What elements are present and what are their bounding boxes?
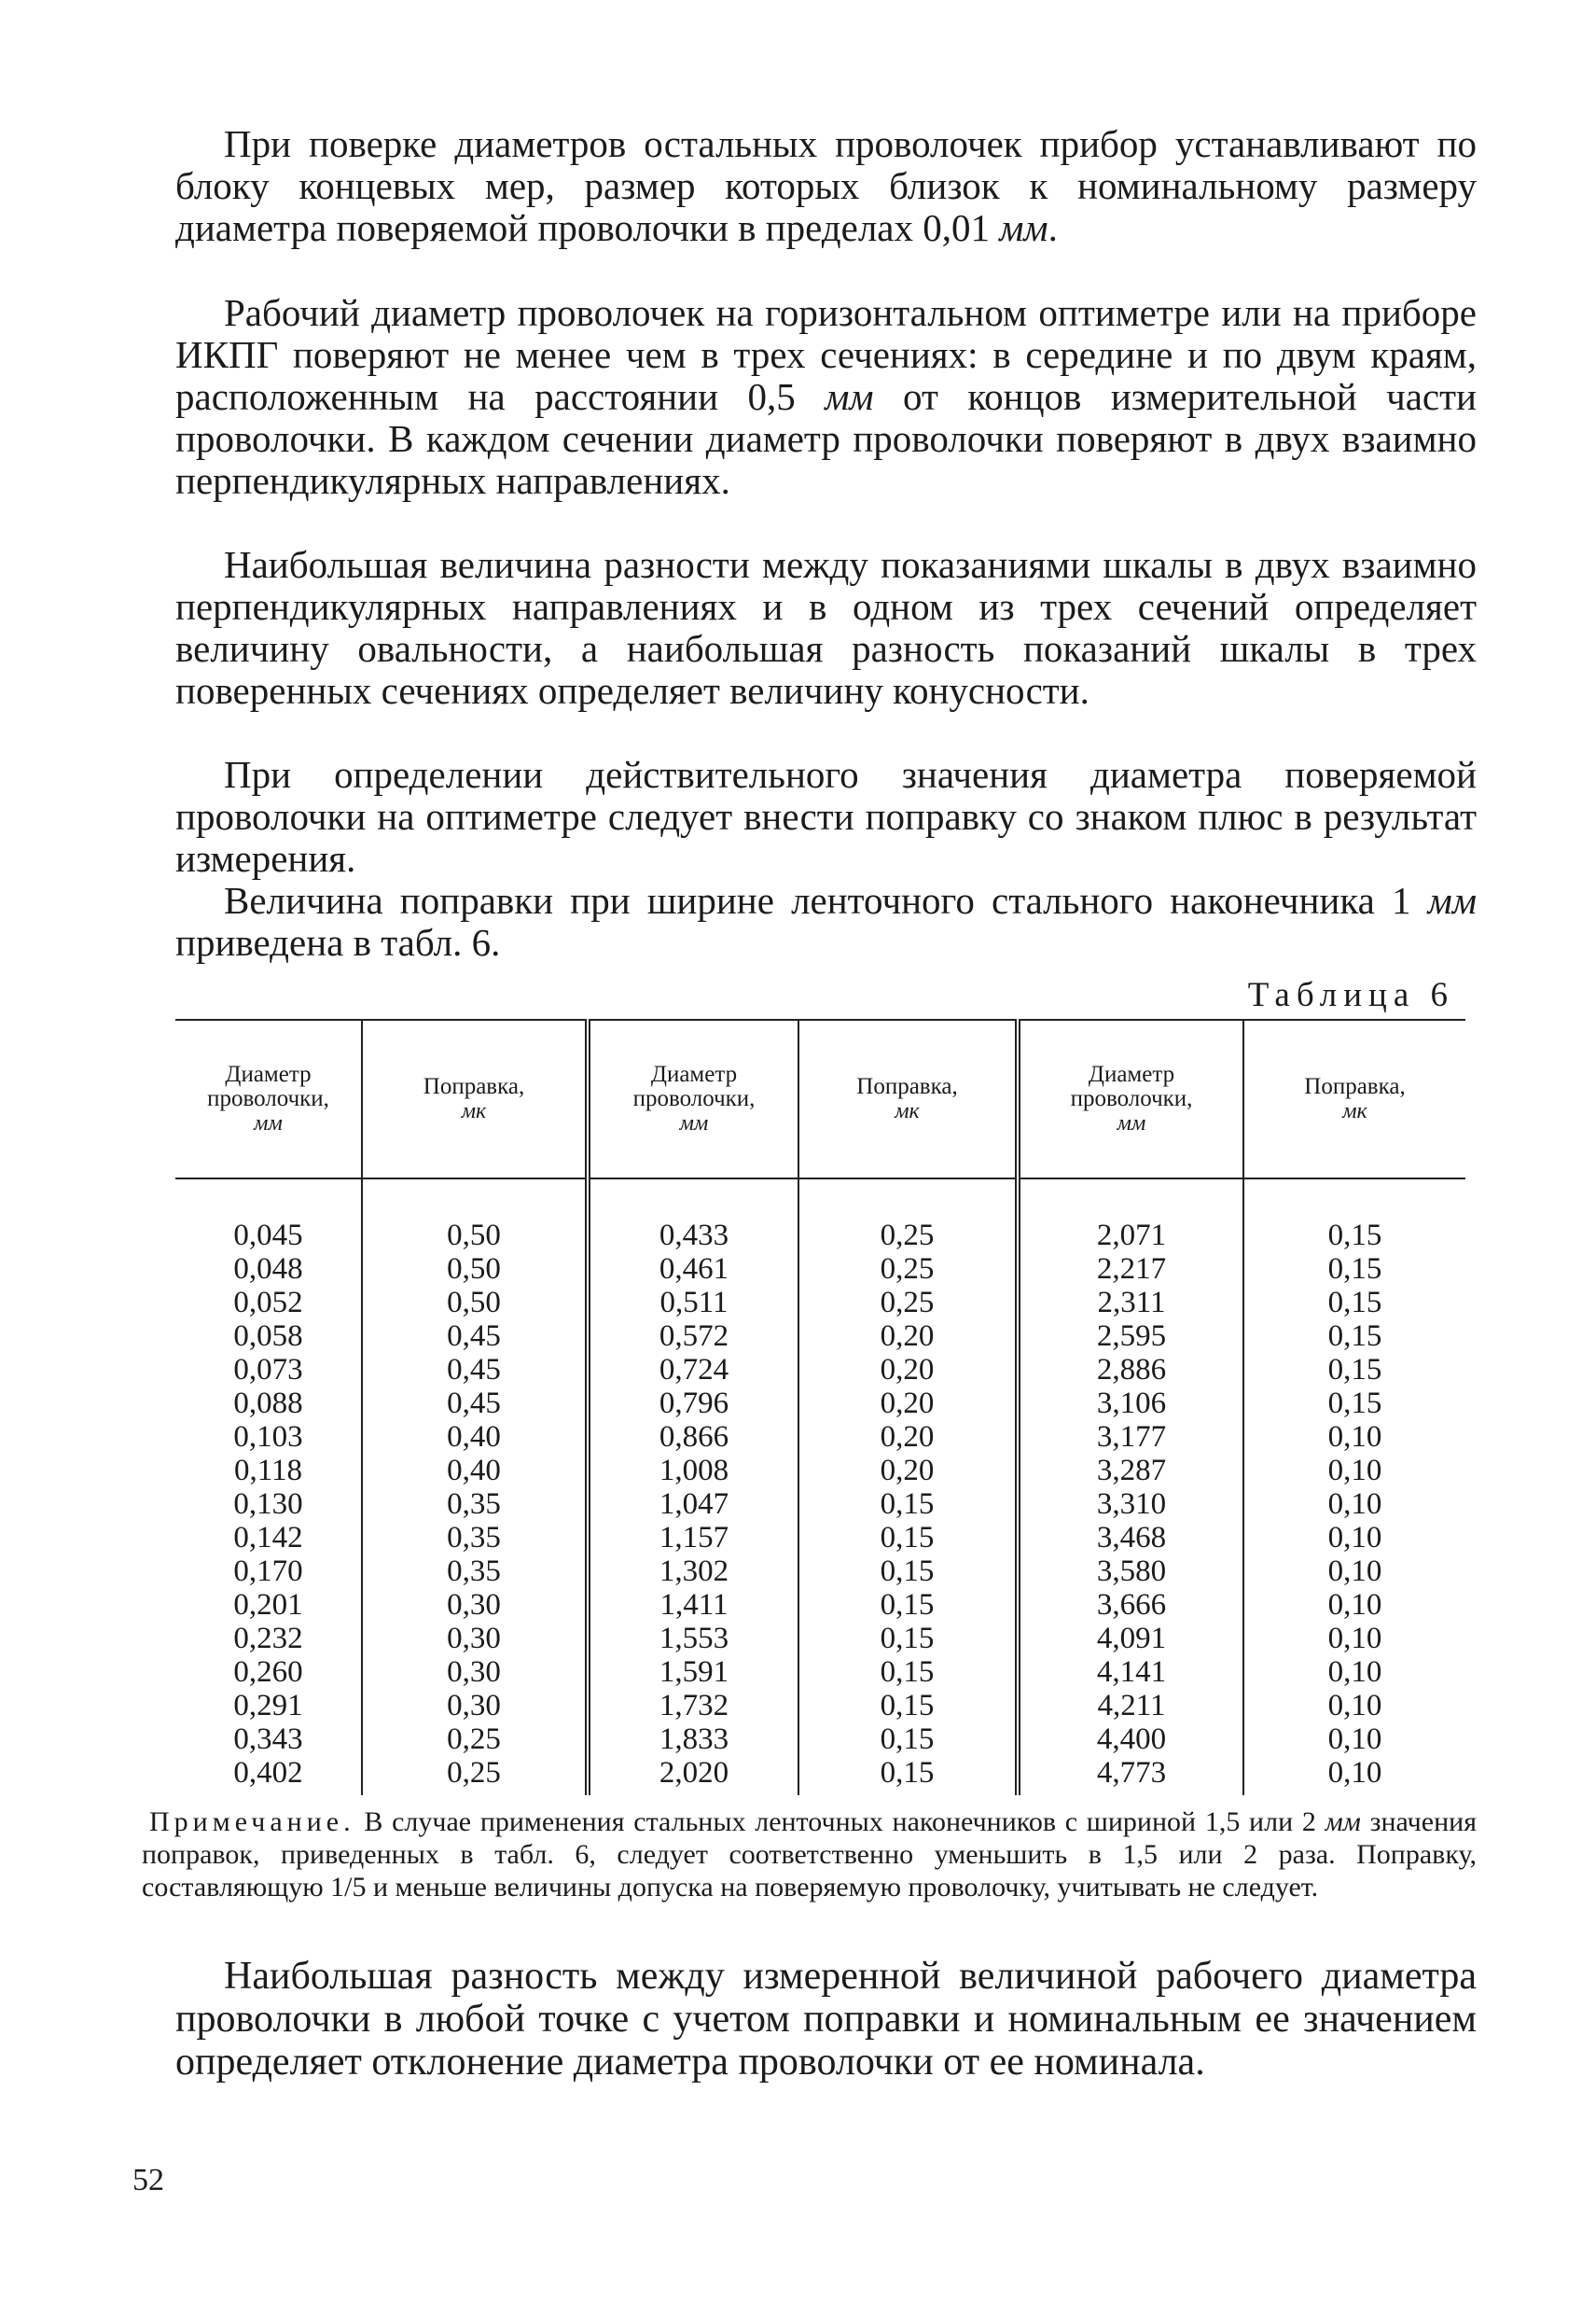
paragraph-1: При поверке диаметров остальных проволочек прибор устанавливают по блоку концевых мер, размер которых близок к номинальному размеру диаметра поверяемой проволочки в пределах 0,01 мм. xyxy=(175,122,1477,249)
cell-correction-3: 0,10 xyxy=(1243,1454,1465,1487)
header-correction-1: Поправка, мк xyxy=(362,1020,588,1178)
header-diameter-3: Диаметр проволочки, мм xyxy=(1018,1020,1243,1178)
cell-correction-3: 0,10 xyxy=(1243,1622,1465,1655)
correction-table xyxy=(175,1019,1465,1795)
cell-correction-1: 0,40 xyxy=(362,1454,588,1487)
cell-diameter-2: 0,724 xyxy=(588,1353,798,1387)
cell-diameter-3: 2,311 xyxy=(1018,1286,1243,1319)
cell-diameter-3: 3,666 xyxy=(1018,1588,1243,1622)
table-row xyxy=(175,1622,1465,1655)
cell-correction-3: 0,15 xyxy=(1243,1353,1465,1387)
table-row xyxy=(175,1319,1465,1353)
cell-correction-1: 0,45 xyxy=(362,1319,588,1353)
header-correction-3: Поправка, мк xyxy=(1243,1020,1465,1178)
table-row xyxy=(175,1286,1465,1319)
cell-diameter-3: 4,400 xyxy=(1018,1722,1243,1756)
cell-correction-1: 0,30 xyxy=(362,1622,588,1655)
cell-diameter-2: 0,866 xyxy=(588,1420,798,1454)
cell-correction-3: 0,15 xyxy=(1243,1387,1465,1420)
cell-diameter-2: 0,796 xyxy=(588,1387,798,1420)
paragraph-2: Рабочий диаметр проволочек на горизонтальном оптиметре или на приборе ИКПГ поверяют не менее чем в трех сечениях: в середине и по двум краям, расположенным на расстоянии 0,5 мм от концов измерительной части проволочки. В каждом сечении диаметр проволочки поверяют в двух взаимно перпендикулярных направлениях. xyxy=(175,291,1477,502)
page-number: 52 xyxy=(132,2163,164,2197)
table-row xyxy=(175,1554,1465,1588)
cell-diameter-2: 2,020 xyxy=(588,1756,798,1795)
cell-correction-2: 0,15 xyxy=(798,1689,1018,1722)
cell-correction-3: 0,10 xyxy=(1243,1722,1465,1756)
cell-diameter-1: 0,343 xyxy=(233,1722,303,1756)
cell-diameter-3: 3,580 xyxy=(1018,1554,1243,1588)
cell-diameter-3: 4,211 xyxy=(1018,1689,1243,1722)
cell-diameter-3: 2,886 xyxy=(1018,1353,1243,1387)
paragraph-4: При определении действительного значения диаметра поверяемой проволочки на оптиметре следует внести поправку со знаком плюс в результат измерения. xyxy=(175,753,1477,880)
cell-diameter-2: 1,591 xyxy=(588,1655,798,1689)
unit-mm: мм xyxy=(999,206,1048,249)
cell-correction-3: 0,15 xyxy=(1243,1252,1465,1286)
cell-correction-1: 0,50 xyxy=(362,1252,588,1286)
table-row xyxy=(175,1454,1465,1487)
cell-diameter-3: 3,177 xyxy=(1018,1420,1243,1454)
cell-correction-1: 0,35 xyxy=(362,1521,588,1554)
cell-correction-2: 0,20 xyxy=(798,1387,1018,1420)
cell-correction-2: 0,20 xyxy=(798,1454,1018,1487)
cell-diameter-3: 2,217 xyxy=(1018,1252,1243,1286)
table-row xyxy=(175,1722,1465,1756)
cell-correction-3: 0,10 xyxy=(1243,1554,1465,1588)
paragraph-final: Наибольшая разность между измеренной величиной рабочего диаметра проволочки в любой точке с учетом поправки и номинальным ее значением определяет отклонение диаметра проволочки от ее номинала. xyxy=(175,1955,1477,2084)
table-caption: Таблица 6 xyxy=(1247,976,1454,1014)
cell-diameter-3: 3,106 xyxy=(1018,1387,1243,1420)
table-row xyxy=(175,1487,1465,1521)
table-header-row xyxy=(175,1020,1465,1178)
table-row xyxy=(175,1655,1465,1689)
cell-correction-3: 0,10 xyxy=(1243,1487,1465,1521)
cell-correction-3: 0,15 xyxy=(1243,1286,1465,1319)
cell-diameter-1: 0,058 xyxy=(233,1319,303,1353)
cell-diameter-1: 0,118 xyxy=(233,1454,303,1487)
cell-correction-3: 0,10 xyxy=(1243,1689,1465,1722)
cell-correction-1: 0,45 xyxy=(362,1353,588,1387)
cell-correction-3: 0,10 xyxy=(1243,1521,1465,1554)
cell-diameter-1: 0,045 xyxy=(233,1219,303,1252)
paragraph-3: Наибольшая величина разности между показаниями шкалы в двух взаимно перпендикулярных направлениях и в одном из трех сечений определяет величину овальности, а наибольшая разность показаний шкалы в трех поверенных сечениях определяет величину конусности. xyxy=(175,543,1477,712)
cell-diameter-1: 0,402 xyxy=(233,1756,303,1790)
cell-correction-3: 0,15 xyxy=(1243,1178,1465,1252)
header-diameter-2: Диаметр проволочки, мм xyxy=(588,1020,798,1178)
cell-diameter-1: 0,170 xyxy=(233,1554,303,1588)
table-row xyxy=(175,1178,1465,1252)
table-row xyxy=(175,1521,1465,1554)
cell-diameter-1: 0,201 xyxy=(233,1588,303,1622)
cell-diameter-1: 0,130 xyxy=(233,1487,303,1521)
cell-correction-2: 0,25 xyxy=(798,1286,1018,1319)
table-row xyxy=(175,1689,1465,1722)
paragraph-5: Величина поправки при ширине ленточного стального наконечника 1 мм приведена в табл. 6. xyxy=(175,879,1477,964)
table-row xyxy=(175,1420,1465,1454)
table-note: Примечание. В случае применения стальных ленточных наконечников с шириной 1,5 или 2 мм значения поправок, приведенных в табл. 6, следует соответственно уменьшить в 1,5 или 2 раза. Поправку, составляющую 1/5 и меньше величины допуска на поверяемую проволочку, учитывать не следует. xyxy=(142,1806,1477,1903)
cell-correction-1: 0,25 xyxy=(362,1756,588,1795)
cell-correction-1: 0,35 xyxy=(362,1554,588,1588)
cell-diameter-3: 3,310 xyxy=(1018,1487,1243,1521)
table-row xyxy=(175,1588,1465,1622)
cell-diameter-1: 0,232 xyxy=(233,1622,303,1655)
cell-correction-2: 0,15 xyxy=(798,1722,1018,1756)
cell-correction-1: 0,50 xyxy=(362,1178,588,1252)
cell-correction-2: 0,25 xyxy=(798,1252,1018,1286)
cell-diameter-3: 4,091 xyxy=(1018,1622,1243,1655)
cell-correction-1: 0,30 xyxy=(362,1588,588,1622)
cell-diameter-1: 0,048 xyxy=(233,1252,303,1286)
cell-correction-2: 0,25 xyxy=(798,1178,1018,1252)
cell-correction-3: 0,10 xyxy=(1243,1588,1465,1622)
cell-diameter-2: 1,411 xyxy=(588,1588,798,1622)
cell-diameter-2: 1,302 xyxy=(588,1554,798,1588)
unit-mm: мм xyxy=(1325,1806,1361,1837)
cell-correction-2: 0,20 xyxy=(798,1319,1018,1353)
cell-correction-3: 0,10 xyxy=(1243,1655,1465,1689)
cell-correction-1: 0,45 xyxy=(362,1387,588,1420)
cell-diameter-3: 3,287 xyxy=(1018,1454,1243,1487)
table-row xyxy=(175,1756,1465,1795)
cell-diameter-3: 3,468 xyxy=(1018,1521,1243,1554)
cell-diameter-2: 1,833 xyxy=(588,1722,798,1756)
cell-correction-1: 0,30 xyxy=(362,1689,588,1722)
cell-diameter-1: 0,073 xyxy=(233,1353,303,1387)
cell-correction-2: 0,15 xyxy=(798,1622,1018,1655)
cell-diameter-3: 4,141 xyxy=(1018,1655,1243,1689)
cell-diameter-2: 1,157 xyxy=(588,1521,798,1554)
cell-diameter-3: 4,773 xyxy=(1018,1756,1243,1795)
cell-diameter-3: 2,071 xyxy=(1018,1178,1243,1252)
cell-correction-2: 0,15 xyxy=(798,1521,1018,1554)
header-diameter-1: Диаметр проволочки, мм xyxy=(175,1020,362,1178)
cell-correction-2: 0,15 xyxy=(798,1655,1018,1689)
cell-diameter-1: 0,088 xyxy=(233,1387,303,1420)
cell-correction-3: 0,10 xyxy=(1243,1756,1465,1795)
cell-correction-1: 0,40 xyxy=(362,1420,588,1454)
cell-correction-1: 0,25 xyxy=(362,1722,588,1756)
cell-diameter-1: 0,260 xyxy=(233,1655,303,1689)
cell-diameter-2: 1,553 xyxy=(588,1622,798,1655)
cell-correction-3: 0,15 xyxy=(1243,1319,1465,1353)
table-row xyxy=(175,1387,1465,1420)
cell-correction-1: 0,50 xyxy=(362,1286,588,1319)
cell-diameter-2: 0,433 xyxy=(588,1178,798,1252)
cell-diameter-1: 0,103 xyxy=(233,1420,303,1454)
cell-diameter-1: 0,052 xyxy=(233,1286,303,1319)
cell-diameter-2: 1,008 xyxy=(588,1454,798,1487)
cell-correction-3: 0,10 xyxy=(1243,1420,1465,1454)
cell-diameter-2: 0,511 xyxy=(588,1286,798,1319)
cell-diameter-2: 1,047 xyxy=(588,1487,798,1521)
cell-correction-2: 0,20 xyxy=(798,1420,1018,1454)
cell-correction-2: 0,15 xyxy=(798,1588,1018,1622)
cell-diameter-2: 0,461 xyxy=(588,1252,798,1286)
cell-diameter-1: 0,291 xyxy=(233,1689,303,1722)
cell-correction-2: 0,15 xyxy=(798,1756,1018,1795)
unit-mm: мм xyxy=(825,375,874,418)
cell-correction-2: 0,15 xyxy=(798,1554,1018,1588)
cell-correction-1: 0,30 xyxy=(362,1655,588,1689)
cell-correction-2: 0,15 xyxy=(798,1487,1018,1521)
table-row xyxy=(175,1252,1465,1286)
header-correction-2: Поправка, мк xyxy=(798,1020,1018,1178)
cell-diameter-2: 0,572 xyxy=(588,1319,798,1353)
table-body xyxy=(175,1178,1465,1795)
note-label: Примечание. xyxy=(149,1806,355,1837)
cell-correction-2: 0,20 xyxy=(798,1353,1018,1387)
cell-diameter-1: 0,142 xyxy=(233,1521,303,1554)
unit-mm: мм xyxy=(1427,879,1477,922)
fraction-one-fifth: 1/5 xyxy=(330,1872,367,1903)
cell-diameter-2: 1,732 xyxy=(588,1689,798,1722)
table-row xyxy=(175,1353,1465,1387)
cell-diameter-3: 2,595 xyxy=(1018,1319,1243,1353)
cell-correction-1: 0,35 xyxy=(362,1487,588,1521)
